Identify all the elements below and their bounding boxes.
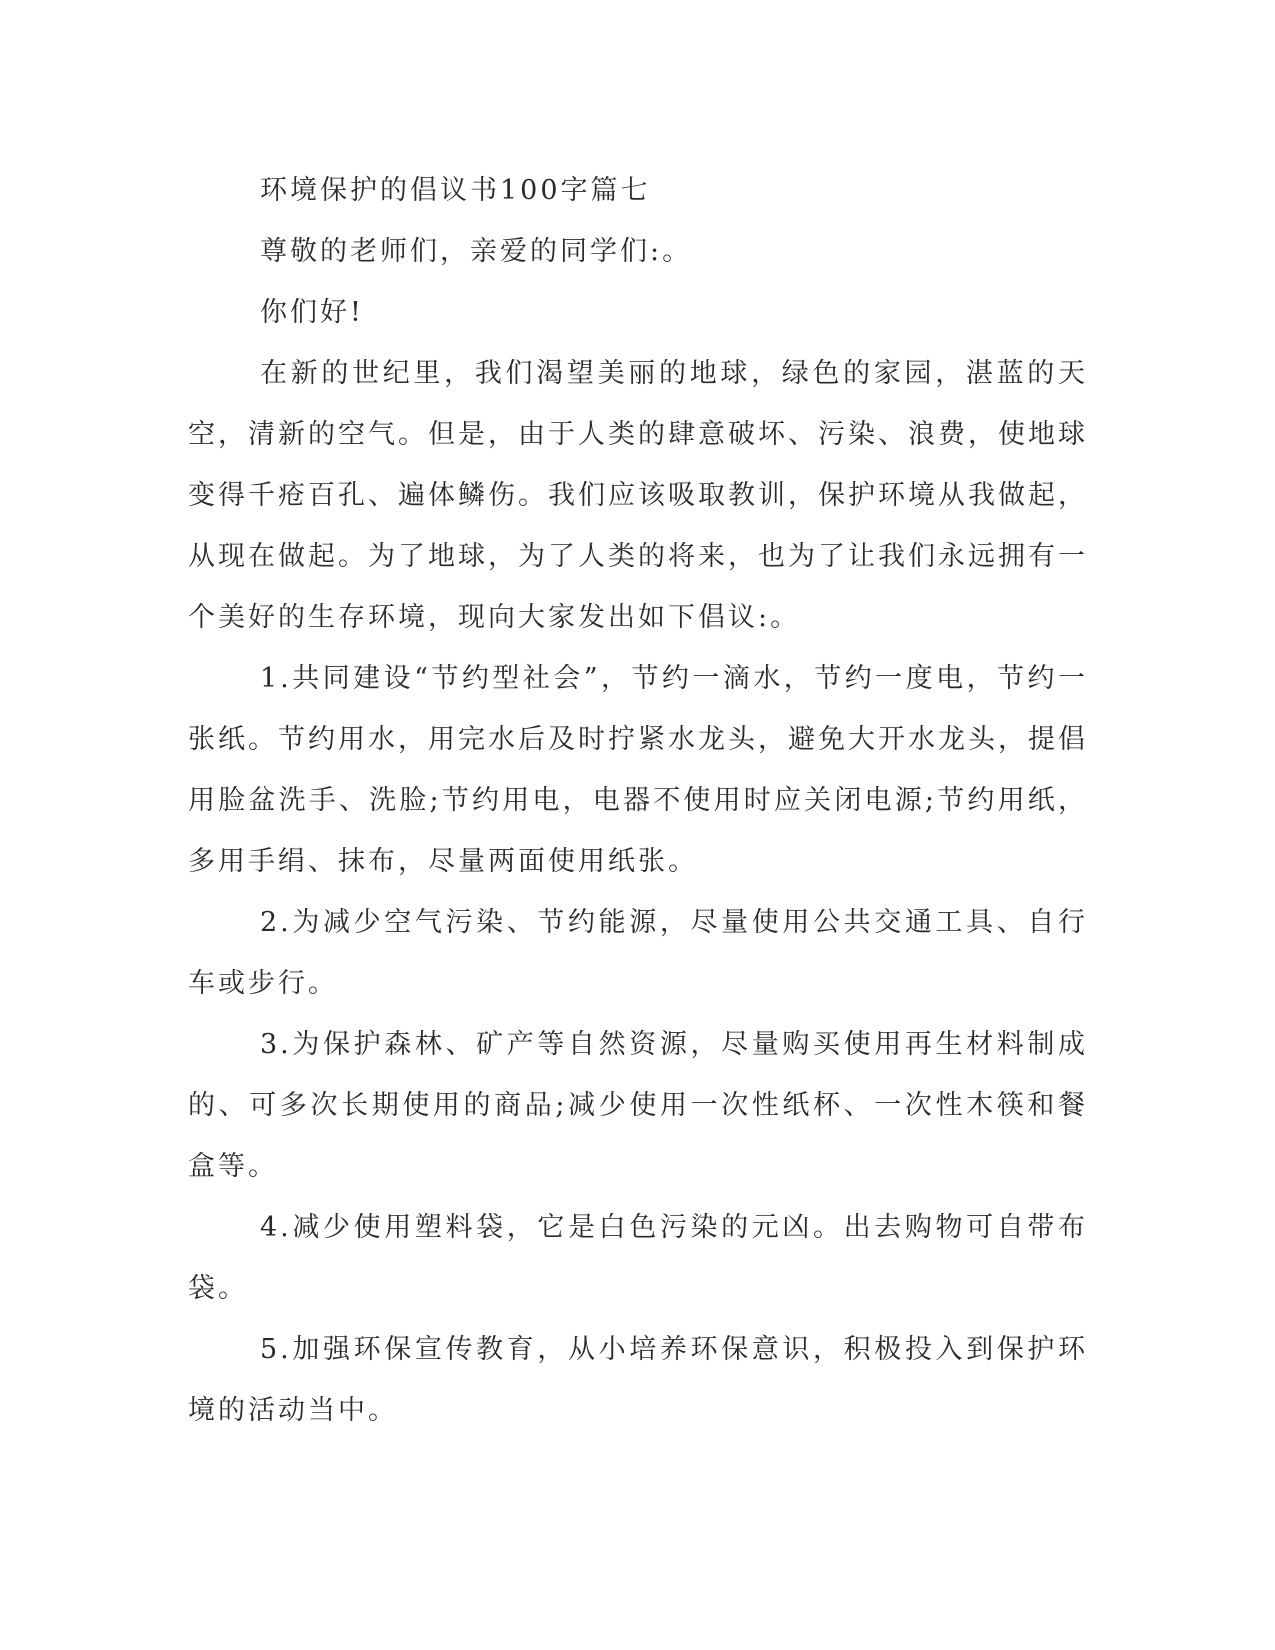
paragraph-item-2: 2.为减少空气污染、节约能源，尽量使用公共交通工具、自行车或步行。 xyxy=(188,907,1088,999)
paragraph-item-1: 1.共同建设“节约型社会”，节约一滴水，节约一度电，节约一张纸。节约用水，用完水后及时拧紧水龙头，避免大开水龙头，提倡用脸盆洗手、洗脸;节约用电，电器不使用时应关闭电源;节约用纸，多用手绢、抹布，尽量两面使用纸张。 xyxy=(188,663,1088,877)
paragraph-intro: 在新的世纪里，我们渴望美丽的地球，绿色的家园，湛蓝的天空，清新的空气。但是，由于人类的肆意破坏、污染、浪费，使地球变得千疮百孔、遍体鳞伤。我们应该吸取教训，保护环境从我做起，从现在做起。为了地球，为了人类的将来，也为了让我们永远拥有一个美好的生存环境，现向大家发出如下倡议:。 xyxy=(188,358,1088,633)
paragraph-item-3: 3.为保护森林、矿产等自然资源，尽量购买使用再生材料制成的、可多次长期使用的商品;减少使用一次性纸杯、一次性木筷和餐盒等。 xyxy=(188,1029,1088,1182)
document-title: 环境保护的倡议书100字篇七 xyxy=(260,175,651,206)
greeting: 你们好! xyxy=(260,297,364,328)
document-body xyxy=(188,160,1088,1441)
paragraph-item-4: 4.减少使用塑料袋，它是白色污染的元凶。出去购物可自带布袋。 xyxy=(188,1212,1088,1304)
salutation: 尊敬的老师们，亲爱的同学们:。 xyxy=(260,236,693,267)
paragraph-item-5: 5.加强环保宣传教育，从小培养环保意识，积极投入到保护环境的活动当中。 xyxy=(188,1334,1088,1426)
